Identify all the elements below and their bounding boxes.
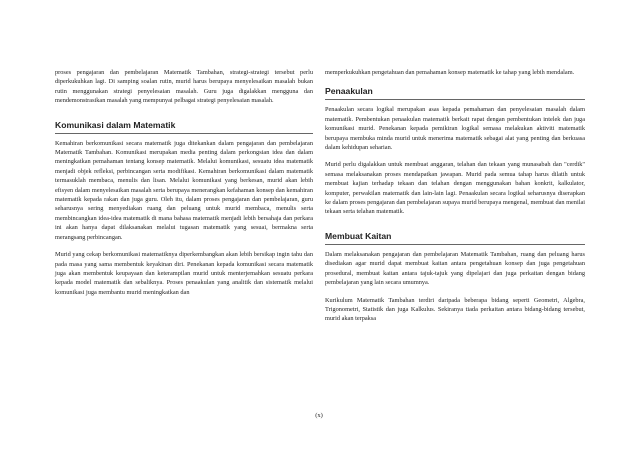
right-paragraph-3: Murid perlu digalakkan untuk membuat anggaran, telahan dan tekaan yang munasabah dan "cerdik" semasa melaksanakan proses mendapatkan jawapan. Murid pada semua tahap harus dilatih untuk membuat kajian terhadap tekaan dan telahan dengan menggunakan bahan konkrit, kalkulator, komputer, perwakilan matematik dan lain-lain lagi. Penaakulan secara logikal seharusnya diserapkan ke dalam proses pengajaran dan pembelajaran supaya murid berupaya mengenal, membuat dan menilai tekaan serta telahan matematik. — [325, 161, 585, 216]
heading-penaakulan: Penaakulan — [325, 86, 585, 100]
page-number: (x) — [315, 412, 323, 419]
heading-membuat-kaitan: Membuat Kaitan — [325, 231, 585, 245]
right-paragraph-1: memperkukuhkan pengetahuan dan pemahaman konsep matematik ke tahap yang lebih mendalam. — [325, 69, 575, 76]
left-paragraph-3: Murid yang cekap berkomunikasi matematiknya diperkembangkan akan lebih bersikap ingin tahu dan pada masa yang sama membentuk keyakinan diri. Penekanan kepada komunikasi secara matematik juga akan membentuk keupayaan dan keterampilan murid untuk menterjemahkan sesuatu perkara kepada model matematik dan sebaliknya. Proses penaakulan yang analitik dan sistematik melalui komunikasi juga membantu murid meningkatkan dan — [55, 251, 313, 296]
left-column — [55, 68, 313, 305]
right-column — [325, 68, 585, 332]
heading-komunikasi: Komunikasi dalam Matematik — [55, 120, 313, 134]
right-paragraph-2: Penaakulan secara logikal merupakan asas kepada pemahaman dan penyelesaian masalah dalam matematik. Pembentukan penaakulan matematik berkait rapat dengan pembentukan intelek dan juga komunikasi murid. Penekanan kepada pemikiran logikal semasa melakukan aktiviti matematik berupaya membuka minda murid untuk menerima matematik sebagai alat yang penting dan berkuasa dalam kehidupan seharian. — [325, 106, 585, 152]
left-paragraph-1: proses pengajaran dan pembelajaran Matematik Tambahan, strategi-strategi tersebut perlu diperkukuhkan lagi. Di samping soalan rutin, murid harus berupaya menyelesaikan masalah bukan rutin menggunakan strategi penyelesaian masalah. Guru juga digalakkan mengguna dan mendemonstrasikan masalah yang mempunyai pelbagai strategi penyelesaian masalah. — [55, 69, 313, 105]
left-paragraph-2: Kemahiran berkomunikasi secara matematik juga ditekankan dalam pengajaran dan pembelajaran Matematik Tambahan. Komunikasi merupakan media penting dalam perkongsian idea dan dalam meningkatkan pemahaman tentang konsep matematik. Melalui komunikasi, sesuatu idea matematik menjadi objek refleksi, perbincangan serta modifikasi. Kemahiran berkomunikasi dalam matematik termasuklah membaca, menulis dan lisan. Melalui komunikasi yang berkesan, murid akan lebih efisyen dalam menyelesaikan masalah serta berupaya menerangkan kefahaman konsep dan kemahiran matematik kepada rakan dan juga guru. Oleh itu, dalam proses pengajaran dan pembelajaran, guru seharusnya sering menyediakan ruang dan peluang untuk murid membaca, menulis serta membincangkan idea-idea matematik di mana bahasa matematik menjadi lebih bersahaja dan perkara ini akan hanya dapat dilaksanakan melalui tugasan matematik yang sesuai, bermakna serta merangsang perbincangan. — [55, 139, 313, 241]
right-paragraph-4: Dalam melaksanakan pengajaran dan pembelajaran Matematik Tambahan, ruang dan peluang harus disediakan agar murid dapat membuat kaitan antara pengetahuan konsep dan juga pengetahuan prosedural, membuat kaitan antara tajuk-tajuk yang dipelajari dan juga perkaitan dengan bidang pembelajaran yang lain secara umumnya. — [325, 250, 585, 287]
right-paragraph-5: Kurikulum Matematik Tambahan terdiri daripada beberapa bidang seperti Geometri, Algebra, Trigonometri, Statistik dan juga Kalkulus. Sekiranya tiada perkaitan antara bidang-bidang tersebut, murid akan terpaksa — [325, 296, 585, 323]
